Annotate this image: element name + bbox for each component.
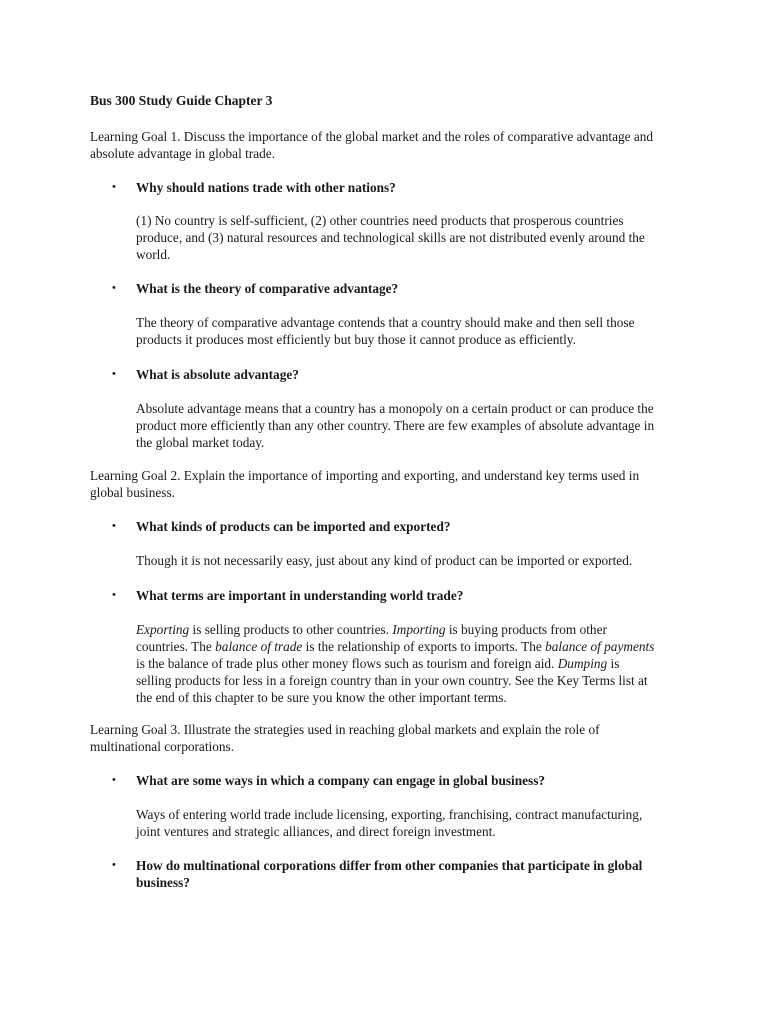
answer-5-line-4: selling products for less in a foreign country than in your own country. See the Key Terms list at bbox=[136, 673, 648, 688]
answer-5-line-5: the end of this chapter to be sure you know the other important terms. bbox=[136, 690, 507, 705]
answer-3-line-3: the global market today. bbox=[136, 435, 265, 450]
term-exporting: Exporting bbox=[136, 622, 190, 637]
learning-goal-1-line-2: absolute advantage in global trade. bbox=[90, 146, 275, 161]
learning-goal-2-line-2: global business. bbox=[90, 485, 175, 500]
importing-definition: is buying products from other bbox=[445, 622, 607, 637]
learning-goal-1 bbox=[90, 128, 690, 162]
answer-2 bbox=[136, 314, 696, 348]
answer-2-line-2: products it produces most efficiently but buy those it cannot produce as efficiently. bbox=[136, 332, 576, 347]
balance-of-trade-definition: is the relationship of exports to imports. The bbox=[302, 639, 546, 654]
answer-5-line-3 bbox=[136, 655, 696, 672]
question-1: Why should nations trade with other nations? bbox=[136, 180, 396, 195]
question-2: What is the theory of comparative advantage? bbox=[136, 281, 399, 296]
bullet-icon: • bbox=[112, 859, 116, 871]
bullet-icon: • bbox=[112, 520, 116, 532]
learning-goal-2 bbox=[90, 467, 690, 501]
question-6: What are some ways in which a company can engage in global business? bbox=[136, 773, 546, 788]
answer-6 bbox=[136, 806, 696, 840]
question-3: What is absolute advantage? bbox=[136, 367, 299, 382]
learning-goal-3 bbox=[90, 721, 690, 755]
answer-6-line-1: Ways of entering world trade include licensing, exporting, franchising, contract manufacturing, bbox=[136, 807, 643, 822]
question-7-line-2: business? bbox=[136, 875, 190, 890]
learning-goal-3-line-1: Learning Goal 3. Illustrate the strategies used in reaching global markets and explain the role of bbox=[90, 722, 600, 737]
bullet-icon: • bbox=[112, 368, 116, 380]
answer-1-line-2: produce, and (3) natural resources and technological skills are not distributed evenly around the bbox=[136, 230, 645, 245]
balance-of-payments-definition: is the balance of trade plus other money flows such as tourism and foreign aid. bbox=[136, 656, 558, 671]
dumping-definition-start: is bbox=[607, 656, 620, 671]
answer-5 bbox=[136, 621, 696, 706]
question-7 bbox=[136, 857, 696, 891]
exporting-definition: is selling products to other countries. bbox=[189, 622, 393, 637]
answer-1 bbox=[136, 212, 696, 263]
answer-6-line-2: joint ventures and strategic alliances, and direct foreign investment. bbox=[136, 824, 496, 839]
answer-3-line-1: Absolute advantage means that a country has a monopoly on a certain product or can produce the bbox=[136, 401, 654, 416]
bullet-icon: • bbox=[112, 774, 116, 786]
term-importing: Importing bbox=[392, 622, 446, 637]
question-5: What terms are important in understanding world trade? bbox=[136, 588, 464, 603]
learning-goal-2-line-1: Learning Goal 2. Explain the importance of importing and exporting, and understand key terms used in bbox=[90, 468, 640, 483]
answer-4 bbox=[136, 552, 696, 569]
answer-5-line-1 bbox=[136, 621, 696, 638]
term-dumping: Dumping bbox=[557, 656, 608, 671]
answer-3 bbox=[136, 400, 696, 451]
answer-5-line-2 bbox=[136, 638, 696, 655]
answer-2-line-1: The theory of comparative advantage contends that a country should make and then sell those bbox=[136, 315, 635, 330]
answer-1-line-3: world. bbox=[136, 247, 171, 262]
bullet-icon: • bbox=[112, 181, 116, 193]
document-title: Bus 300 Study Guide Chapter 3 bbox=[90, 93, 273, 108]
question-7-line-1: How do multinational corporations differ from other companies that participate in global bbox=[136, 858, 643, 873]
term-balance-of-trade: balance of trade bbox=[215, 639, 303, 654]
term-balance-of-payments: balance of payments bbox=[545, 639, 655, 654]
question-4: What kinds of products can be imported and exported? bbox=[136, 519, 451, 534]
answer-3-line-2: product more efficiently than any other country. There are few examples of absolute advantage in bbox=[136, 418, 655, 433]
bullet-icon: • bbox=[112, 282, 116, 294]
line-2-prefix: countries. The bbox=[136, 639, 216, 654]
answer-1-line-1: (1) No country is self-sufficient, (2) other countries need products that prosperous countries bbox=[136, 213, 624, 228]
learning-goal-1-line-1: Learning Goal 1. Discuss the importance of the global market and the roles of comparative advantage and bbox=[90, 129, 654, 144]
bullet-icon: • bbox=[112, 589, 116, 601]
answer-4-line-1: Though it is not necessarily easy, just about any kind of product can be imported or exported. bbox=[136, 553, 633, 568]
learning-goal-3-line-2: multinational corporations. bbox=[90, 739, 235, 754]
